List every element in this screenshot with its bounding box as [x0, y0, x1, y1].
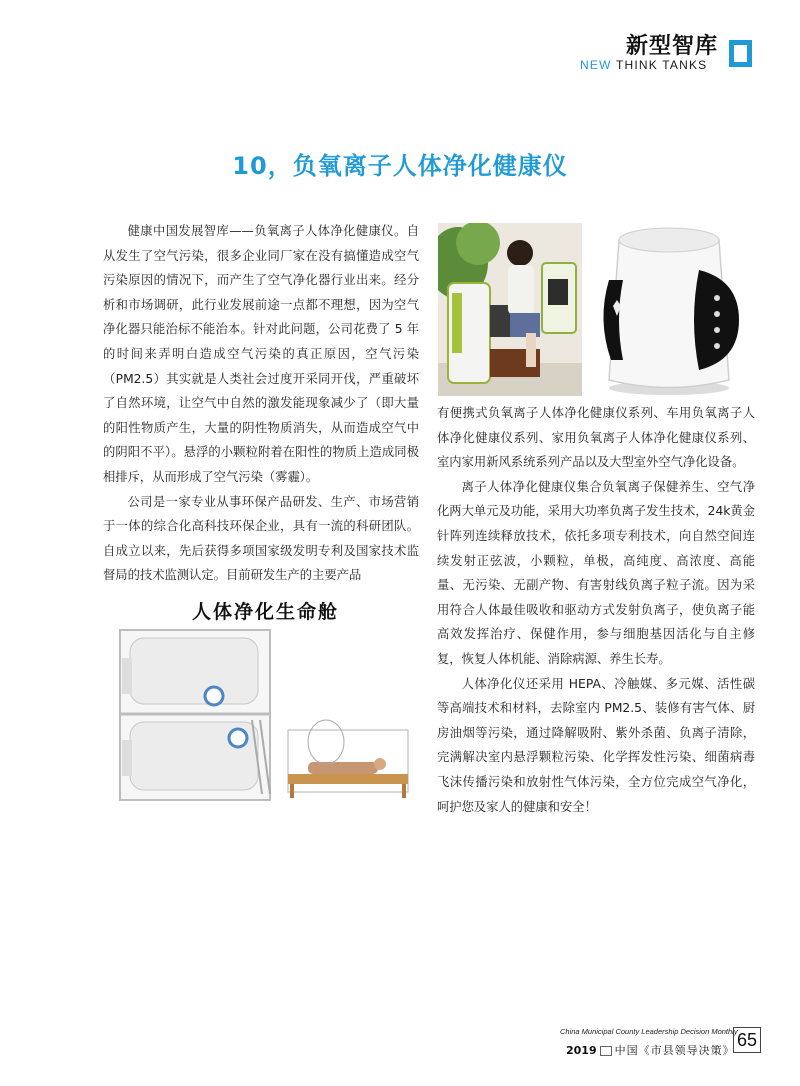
photo-girl-using-device [438, 223, 582, 396]
footer-line [566, 1042, 735, 1058]
footer-magazine-en: China Municipal County Leadership Decision Monthly [560, 1027, 738, 1036]
header-new: NEW [580, 58, 612, 72]
right-paragraph-continued: 有便携式负氧离子人体净化健康仪系列、车用负氧离子人体净化健康仪系列、家用负氧离子人体净化健康仪系列、室内家用新风系统系列产品以及大型室外空气净化设备。 [437, 406, 755, 470]
left-paragraph-2: 公司是一家专业从事环保产品研发、生产、市场营销于一体的综合化高科技环保企业，具有一流的科研团队。自成立以来，先后获得多项国家级发明专利及国家技术监督局的技术监测认定。目前研发生产的主要产品 [103, 494, 419, 583]
page-number: 65 [733, 1027, 761, 1053]
footer-issue-mark [600, 1046, 612, 1056]
header-think-tanks: THINK TANKS [615, 58, 708, 72]
left-paragraph-1: 健康中国发展智库——负氧离子人体净化健康仪。自从发生了空气污染，很多企业同厂家在没有搞懂造成空气污染原因的情况下，而产生了空气净化器行业出来。经分析和市场调研，此行业发展前途一点都不理想，因为空气净化器只能治标不能治本。针对此问题，公司花费了 5 年的时间来弄明白造成空气污染的真正原因，空气污染（PM2.5）其实就是人类社会过度开采同开伐，严重破坏了自然环境，让空气中自然的激发能现象减少了（即大量的阳性物质产生，大量的阴性物质消失，从而造成空气中的阴阳不平）。悬浮的小颗粒附着在阳性的物质上造成同极相排斥，从而形成了空气污染（雾霾）。 [103, 224, 419, 484]
footer-magazine-cn: 中国《市县领导决策》 [614, 1044, 735, 1057]
footer-year: 2019 [566, 1044, 597, 1057]
header-title-en [580, 58, 707, 72]
right-paragraph-2: 人体净化仪还采用 HEPA、冷触媒、多元媒、活性碳等高端技术和材料，去除室内 PM2.5、装修有害气体、厨房油烟等污染，通过降解吸附、紫外杀菌、负离子清除，完满解决室内悬浮颗粒污染、化学挥发性污染、细菌病毒飞沫传播污染和放射性气体污染，全方位完成空气净化，呵护您及家人的健康和安全！ [437, 676, 755, 814]
header-square-icon [729, 40, 752, 67]
left-column [103, 219, 419, 588]
right-paragraph-1: 离子人体净化健康仪集合负氧离子保健养生、空气净化两大单元及功能，采用大功率负离子发生技术，24k黄金针阵列连续释放技术，依托多项专利技术，向自然空间连续发射正弦波，小颗粒，单极，高纯度、高浓度、高能量、无污染、无副产物、有害射线负离子粒子流。因为采用符合人体最佳吸收和驱动方式发射负离子，使负离子能高效发挥治疗、保健作用，参与细胞基因活化与自主修复，恢复人体机能、消除病源、养生长寿。 [437, 479, 755, 666]
header-title-cn: 新型智库 [626, 33, 719, 59]
photo-purifier-product [589, 210, 749, 400]
capsule-title: 人体净化生命舱 [192, 601, 340, 623]
capsule-illustration [112, 622, 424, 805]
right-column [437, 401, 755, 819]
article-title: 10，负氧离子人体净化健康仪 [232, 152, 568, 180]
